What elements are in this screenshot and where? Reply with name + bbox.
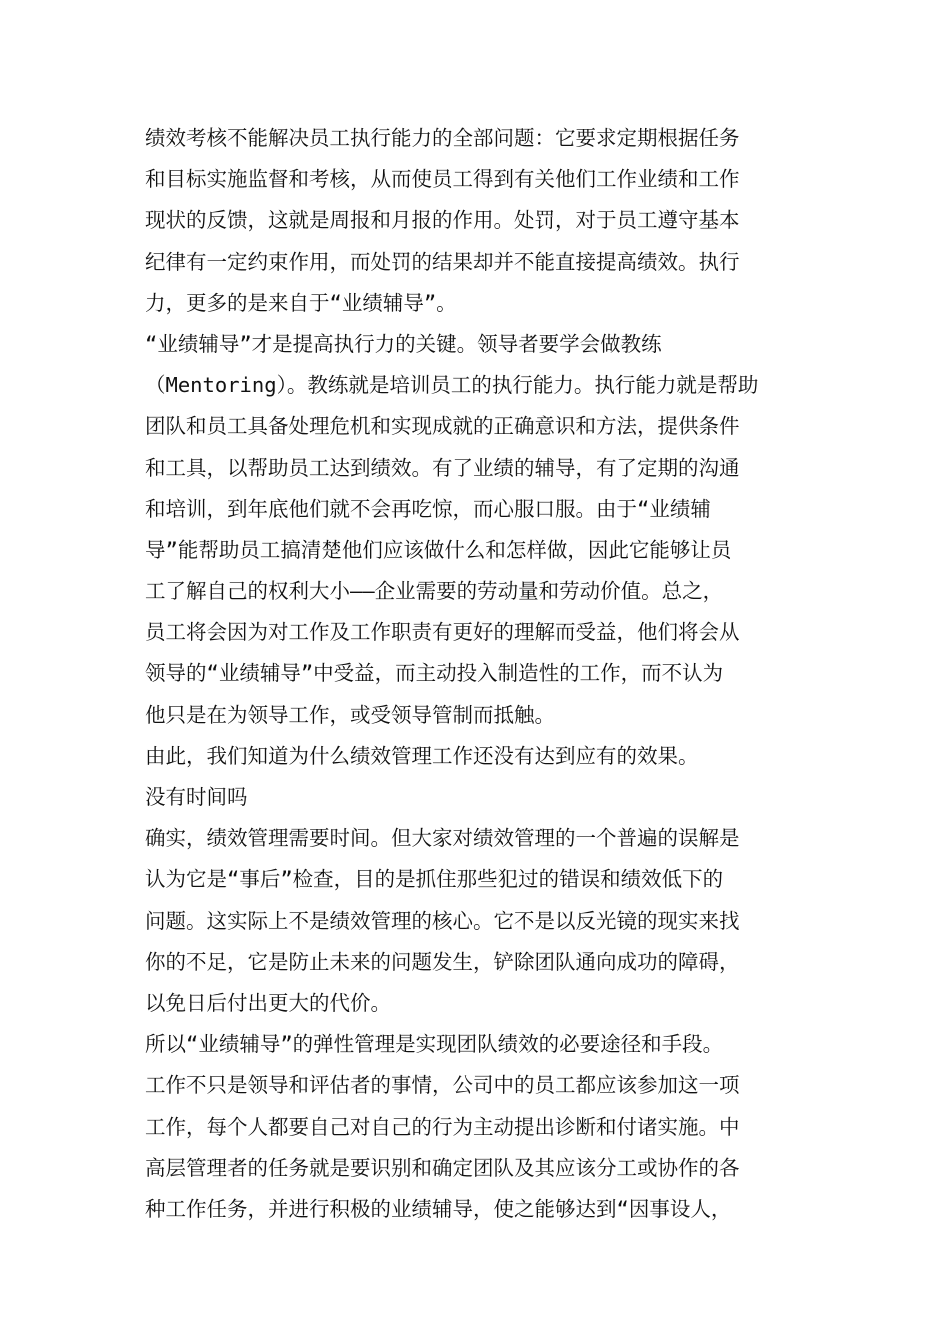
text-line: （Mentoring）。教练就是培训员工的执行能力。执行能力就是帮助 — [145, 373, 759, 398]
text-line: 所以“业绩辅导”的弹性管理是实现团队绩效的必要途径和手段。 — [145, 1032, 724, 1057]
text-line: 他只是在为领导工作，或受领导管制而抵触。 — [145, 702, 555, 727]
text-line: 纪律有一定约束作用，而处罚的结果却并不能直接提高绩效。执行 — [145, 249, 740, 274]
text-line: 领导的“业绩辅导”中受益，而主动投入制造性的工作，而不认为 — [145, 661, 724, 686]
text-line: 确实，绩效管理需要时间。但大家对绩效管理的一个普遍的误解是 — [145, 826, 740, 851]
text-line: 问题。这实际上不是绩效管理的核心。它不是以反光镜的现实来找 — [145, 908, 740, 933]
text-line: 和工具，以帮助员工达到绩效。有了业绩的辅导，有了定期的沟通 — [145, 455, 740, 480]
text-line: 工作不只是领导和评估者的事情，公司中的员工都应该参加这一项 — [145, 1073, 740, 1098]
text-line: 和目标实施监督和考核，从而使员工得到有关他们工作业绩和工作 — [145, 167, 740, 192]
text-line: 绩效考核不能解决员工执行能力的全部问题：它要求定期根据任务 — [145, 126, 740, 150]
text-line: 现状的反馈，这就是周报和月报的作用。处罚，对于员工遵守基本 — [145, 208, 740, 233]
section-heading: 没有时间吗 — [145, 785, 248, 809]
text-line: 团队和员工具备处理危机和实现成就的正确意识和方法，提供条件 — [145, 414, 740, 439]
text-line: 以免日后付出更大的代价。 — [145, 990, 391, 1015]
text-line: 力，更多的是来自于“业绩辅导”。 — [145, 290, 457, 315]
text-line: 员工将会因为对工作及工作职责有更好的理解而受益，他们将会从 — [145, 620, 740, 645]
text-line: 由此，我们知道为什么绩效管理工作还没有达到应有的效果。 — [145, 743, 699, 768]
text-line: 工作，每个人都要自己对自己的行为主动提出诊断和付诸实施。中 — [145, 1114, 740, 1139]
text-line: 种工作任务，并进行积极的业绩辅导，使之能够达到“因事设人， — [145, 1196, 732, 1221]
text-line: 认为它是“事后”检查，目的是抓住那些犯过的错误和绩效低下的 — [145, 867, 724, 892]
text-line: 高层管理者的任务就是要识别和确定团队及其应该分工或协作的各 — [145, 1155, 740, 1180]
text-line: 工了解自己的权利大小——企业需要的劳动量和劳动价值。总之， — [145, 579, 724, 604]
text-line: “业绩辅导”才是提高执行力的关键。领导者要学会做教练 — [145, 331, 662, 356]
document-body — [145, 118, 805, 1230]
text-line: 你的不足，它是防止未来的问题发生，铲除团队通向成功的障碍， — [145, 949, 740, 974]
text-line: 导”能帮助员工搞清楚他们应该做什么和怎样做，因此它能够让员 — [145, 537, 732, 562]
text-line: 和培训，到年底他们就不会再吃惊，而心服口服。由于“业绩辅 — [145, 496, 711, 521]
